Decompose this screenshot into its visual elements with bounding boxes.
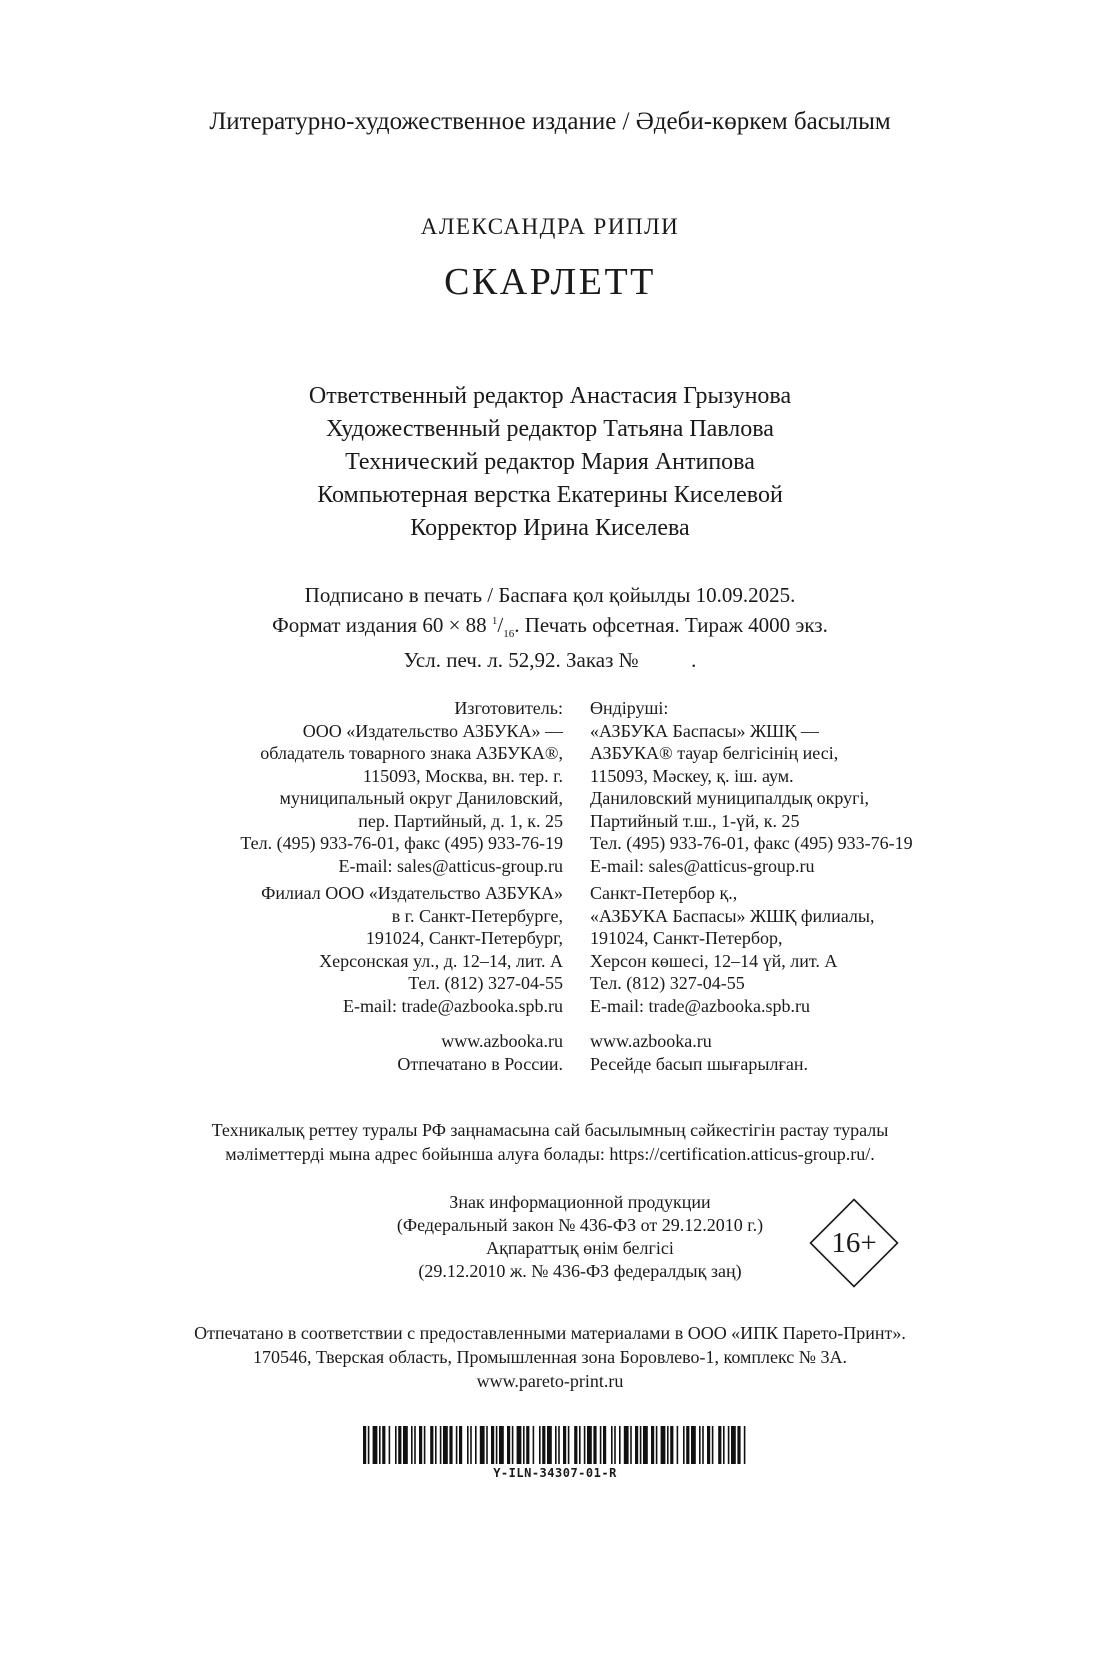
barcode-bar — [635, 1426, 638, 1464]
web-kz — [590, 1030, 808, 1075]
format-fraction: $^1/_{16}$ — [491, 613, 515, 641]
barcode-bar — [723, 1426, 725, 1464]
barcode-bar — [517, 1426, 522, 1464]
barcode-bar — [533, 1426, 535, 1464]
barcode-bar — [643, 1426, 648, 1464]
manufacturer-ru — [240, 697, 563, 877]
barcode-bar — [656, 1426, 658, 1464]
barcode-bar — [363, 1426, 366, 1464]
barcode-bar — [651, 1426, 654, 1464]
barcode-bar — [398, 1426, 401, 1464]
barcode-bar — [555, 1426, 557, 1464]
barcode-bar — [691, 1426, 696, 1464]
printer-line: 170546, Тверская область, Промышленная зона Боровлево-1, комплекс № 3А. — [253, 1347, 847, 1367]
barcode-bar — [379, 1426, 381, 1464]
barcode-bar — [523, 1426, 525, 1464]
barcode-bar — [456, 1426, 458, 1464]
web-ru — [397, 1030, 563, 1075]
barcode-bar — [547, 1426, 552, 1464]
barcode-bar — [491, 1426, 494, 1464]
address-line: Изготовитель: — [454, 698, 563, 718]
credit-line: Компьютерная верстка Екатерины Киселевой — [317, 482, 783, 508]
credit-line: Корректор Ирина Киселева — [410, 515, 690, 541]
barcode-bar — [373, 1426, 378, 1464]
address-line: Партийный т.ш., 1-үй, к. 25 — [590, 810, 800, 831]
barcode-bar — [593, 1426, 596, 1464]
barcode-bar — [614, 1426, 616, 1464]
format-suffix: . Печать офсетная. Тираж 4000 экз. — [514, 613, 828, 637]
barcode-bar — [389, 1426, 391, 1464]
format-prefix: Формат издания 60 × 88 — [272, 613, 487, 637]
barcode-bar — [619, 1426, 621, 1464]
barcode-bar — [670, 1426, 673, 1464]
barcode-bar — [699, 1426, 701, 1464]
barcode-bar — [496, 1426, 498, 1464]
barcode-bar — [414, 1426, 416, 1464]
format-numerator: 1 — [491, 615, 498, 627]
barcode-bar — [558, 1426, 560, 1464]
age-rating-badge — [809, 1198, 899, 1288]
barcode-bar — [728, 1426, 730, 1464]
address-line: «АЗБУКА Баспасы» ЖШҚ филиалы, — [590, 905, 875, 926]
edition-type: Литературно-художественное издание / Әдеби-көркем басылым — [209, 108, 891, 135]
address-line: Филиал ООО «Издательство АЗБУКА» — [261, 883, 563, 903]
barcode-bar — [470, 1426, 472, 1464]
barcode-bar — [677, 1426, 679, 1464]
address-line: ООО «Издательство АЗБУКА» — — [302, 720, 563, 741]
credit-line: Художественный редактор Татьяна Павлова — [326, 416, 774, 442]
manufacturer-kz — [590, 697, 913, 877]
barcode-bar — [467, 1426, 469, 1464]
barcode-bar — [395, 1426, 397, 1464]
branch-ru — [261, 882, 563, 1017]
barcode-bar — [600, 1426, 602, 1464]
barcode-bar — [640, 1426, 642, 1464]
barcode-bar — [686, 1426, 689, 1464]
address-line: Тел. (812) 327-04-55 — [408, 973, 563, 993]
barcode-bar — [587, 1426, 592, 1464]
address-line: Даниловский муниципалдық округі, — [590, 788, 869, 808]
address-line: Тел. (495) 933-76-01, факс (495) 933-76-19 — [240, 833, 563, 853]
barcode-bar — [683, 1426, 685, 1464]
barcode-bar — [712, 1426, 714, 1464]
certification-line: мәліметтерді мына адрес бойынша алуға болады: https://certification.atticus-group.ru/. — [225, 1144, 875, 1164]
barcode-bar — [584, 1426, 586, 1464]
barcode-bar — [661, 1426, 666, 1464]
address-line: Санкт-Петербор қ., — [590, 883, 738, 903]
printed-in: Ресейде басып шығарылған. — [590, 1053, 808, 1074]
address-line: E-mail: sales@atticus-group.ru — [590, 855, 815, 876]
format-denominator: 16 — [503, 628, 515, 641]
barcode-bar — [718, 1426, 721, 1464]
address-line: E-mail: trade@azbooka.spb.ru — [343, 995, 563, 1016]
barcode-bar — [424, 1426, 426, 1464]
barcode-bar — [603, 1426, 606, 1464]
signed-date: Подписано в печать / Баспаға қол қойылды 10.09.2025. — [304, 583, 796, 607]
barcode-bar — [475, 1426, 477, 1464]
address-line: Тел. (495) 933-76-01, факс (495) 933-76-19 — [590, 833, 913, 853]
barcode-bar — [744, 1426, 746, 1464]
website: www.azbooka.ru — [441, 1031, 563, 1051]
barcode-bar — [443, 1426, 448, 1464]
barcode-bar — [419, 1426, 422, 1464]
barcode-bar — [449, 1426, 452, 1464]
barcode-bar — [737, 1426, 740, 1464]
info-product-line: (Федеральный закон № 436-ФЗ от 29.12.2010 г.) — [396, 1215, 764, 1235]
printer-info — [0, 1321, 1100, 1393]
printer-line: Отпечатано в соответствии с предоставленными материалами в ООО «ИПК Парето-Принт». — [194, 1323, 906, 1343]
address-line: муниципальный округ Даниловский, — [279, 788, 563, 808]
address-line: 191024, Санкт-Петербор, — [590, 928, 783, 948]
address-line: Өндіруші: — [590, 698, 669, 718]
printer-line: www.pareto-print.ru — [476, 1371, 624, 1391]
barcode-icon — [363, 1426, 747, 1464]
barcode-bar — [630, 1426, 632, 1464]
certification-line: Техникалық реттеу туралы РФ заңнамасына сай басылымның сәйкестігін растау туралы — [211, 1120, 889, 1140]
credit-line: Технический редактор Мария Антипова — [345, 449, 755, 475]
barcode-bar — [486, 1426, 488, 1464]
info-product-line: (29.12.2010 ж. № 436-ФЗ федералдық заң) — [418, 1261, 742, 1281]
barcode-bar — [403, 1426, 408, 1464]
barcode-bar — [611, 1426, 613, 1464]
barcode-bar — [539, 1426, 541, 1464]
info-product-line: Ақпараттық өнім белгісі — [486, 1238, 674, 1258]
address-line: E-mail: trade@azbooka.spb.ru — [590, 995, 810, 1016]
address-line: Тел. (812) 327-04-55 — [590, 973, 745, 993]
address-line: Херсон көшесі, 12–14 үй, лит. А — [590, 950, 838, 971]
address-line: АЗБУКА® тауар белгісінің иесі, — [590, 743, 839, 763]
barcode-bar — [667, 1426, 669, 1464]
barcode-text: Y-ILN-34307-01-R — [493, 1466, 617, 1480]
address-line: «АЗБУКА Баспасы» ЖШҚ — — [590, 720, 819, 741]
barcode-bar — [459, 1426, 462, 1464]
address-line: 115093, Москва, вн. тер. г. — [362, 765, 563, 786]
barcode-bar — [542, 1426, 545, 1464]
format-line — [0, 608, 1100, 647]
age-rating-label: 16+ — [831, 1227, 877, 1259]
barcode-bar — [440, 1426, 442, 1464]
address-line: Херсонская ул., д. 12–14, лит. А — [319, 950, 563, 971]
address-line: 191024, Санкт-Петербург, — [365, 928, 563, 948]
author-name: АЛЕКСАНДРА РИПЛИ — [420, 214, 680, 239]
website: www.azbooka.ru — [590, 1031, 712, 1051]
barcode-bar — [579, 1426, 581, 1464]
barcode-bar — [435, 1426, 437, 1464]
barcode-bar — [568, 1426, 570, 1464]
printed-in: Отпечатано в России. — [397, 1053, 563, 1074]
address-line: в г. Санкт-Петербурге, — [391, 905, 563, 926]
barcode-bar — [526, 1426, 529, 1464]
address-line: E-mail: sales@atticus-group.ru — [338, 855, 563, 876]
barcode-bar — [507, 1426, 510, 1464]
barcode-bar — [702, 1426, 704, 1464]
address-line: пер. Партийный, д. 1, к. 25 — [358, 810, 563, 831]
barcode-bar — [430, 1426, 433, 1464]
sheets-order: Усл. печ. л. 52,92. Заказ № . — [403, 648, 697, 673]
credit-line: Ответственный редактор Анастасия Грызунова — [308, 383, 792, 409]
barcode-bar — [499, 1426, 504, 1464]
barcode-bar — [731, 1426, 736, 1464]
branch-kz — [590, 882, 874, 1017]
barcode-bar — [574, 1426, 577, 1464]
certification-note — [0, 1118, 1100, 1166]
address-line: 115093, Мәскеу, қ. іш. аум. — [590, 765, 794, 786]
barcode-bar — [368, 1426, 370, 1464]
info-product-line: Знак информационной продукции — [449, 1192, 711, 1212]
barcode-bar — [707, 1426, 710, 1464]
barcode-bar — [512, 1426, 514, 1464]
credits-list — [0, 380, 1100, 545]
info-product-sign — [380, 1191, 780, 1283]
address-line: обладатель товарного знака АЗБУКА®, — [260, 743, 563, 763]
barcode-bar — [411, 1426, 413, 1464]
barcode-bar — [563, 1426, 566, 1464]
barcode-bar — [624, 1426, 629, 1464]
barcode-bar — [480, 1426, 485, 1464]
print-info — [0, 582, 1100, 673]
barcode-bar — [382, 1426, 385, 1464]
book-title: СКАРЛЕТТ — [444, 261, 656, 303]
